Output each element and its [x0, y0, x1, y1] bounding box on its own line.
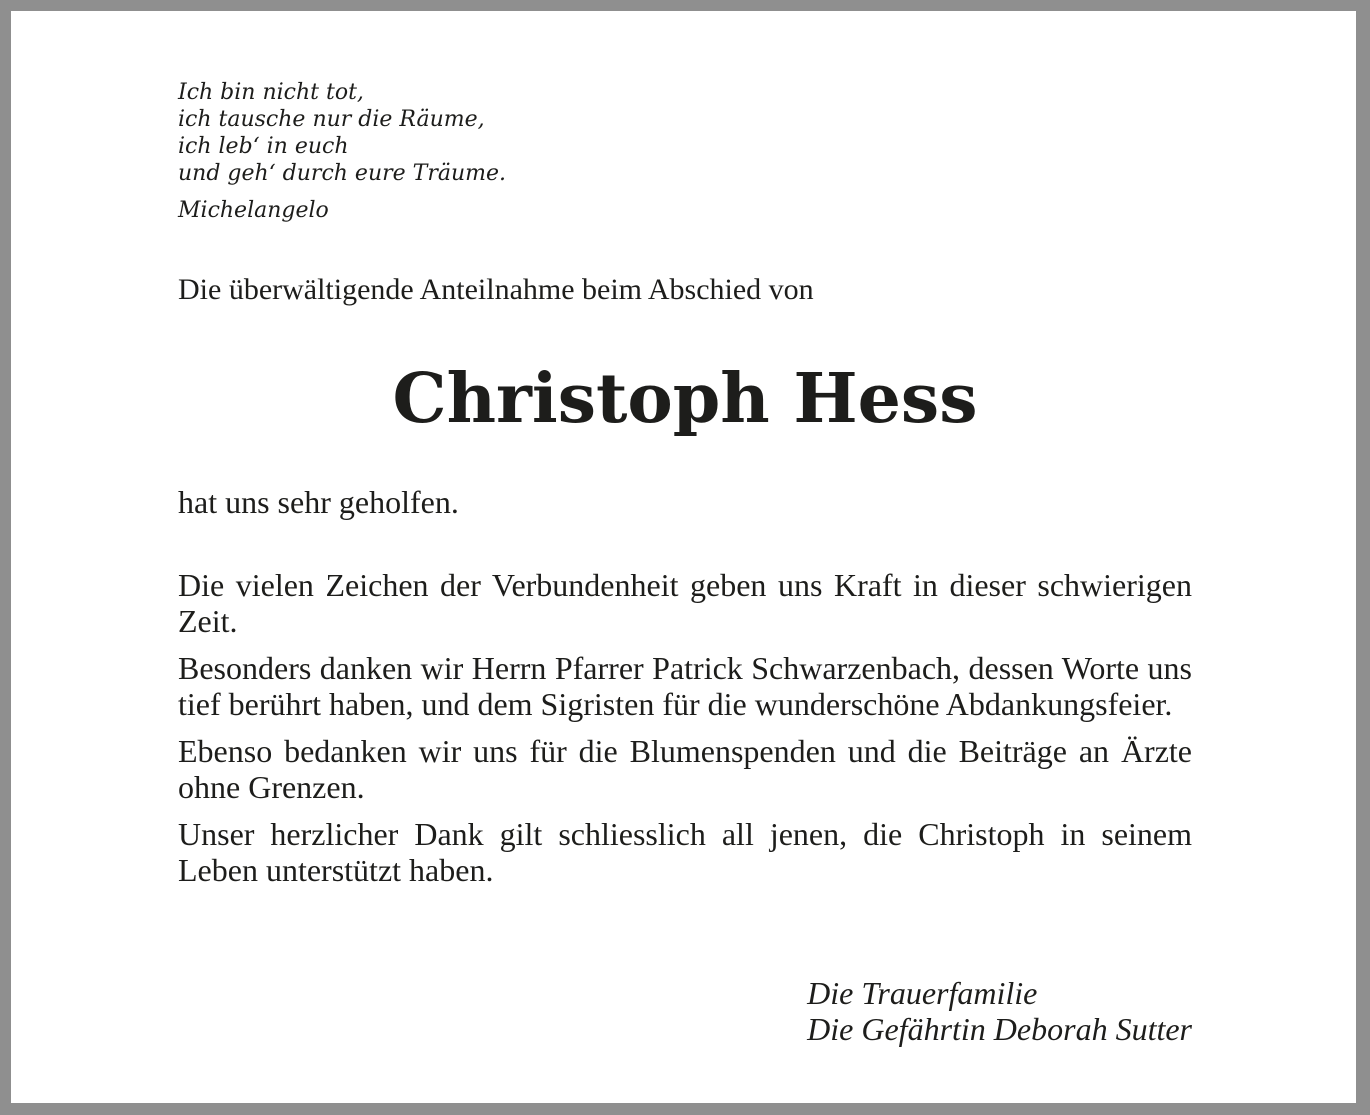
signature-block: [807, 975, 1192, 1047]
signature-partner: Die Gefährtin Deborah Sutter: [807, 1011, 1192, 1047]
deceased-name: Christoph Hess: [392, 359, 978, 439]
quote-line: ich leb‘ in euch: [178, 134, 349, 159]
quote-author: Michelangelo: [178, 198, 329, 223]
intro-text: Die überwältigende Anteilnahme beim Abschied von: [178, 273, 814, 306]
quote-line: Ich bin nicht tot,: [178, 80, 364, 105]
helped-text: hat uns sehr geholfen.: [178, 484, 459, 520]
quote-block: [178, 79, 506, 187]
signature-family: Die Trauerfamilie: [807, 975, 1038, 1011]
card-content: [178, 11, 1192, 1103]
quote-line: ich tausche nur die Räume,: [178, 107, 485, 132]
thanks-paragraph: Ebenso bedanken wir uns für die Blumenspenden und die Beiträge an Ärzte ohne Grenzen.: [178, 733, 1192, 805]
quote-line: und geh‘ durch eure Träume.: [178, 161, 506, 186]
thanks-paragraph: Besonders danken wir Herrn Pfarrer Patrick Schwarzenbach, dessen Worte uns tief berührt haben, und dem Sigristen für die wunderschöne Abdankungsfeier.: [178, 650, 1192, 722]
obituary-card: [11, 11, 1356, 1103]
thanks-paragraph: Die vielen Zeichen der Verbundenheit geben uns Kraft in dieser schwierigen Zeit.: [178, 567, 1192, 639]
thanks-paragraph: Unser herzlicher Dank gilt schliesslich all jenen, die Christoph in seinem Leben unterstützt haben.: [178, 816, 1192, 888]
thanks-body: [178, 567, 1192, 899]
